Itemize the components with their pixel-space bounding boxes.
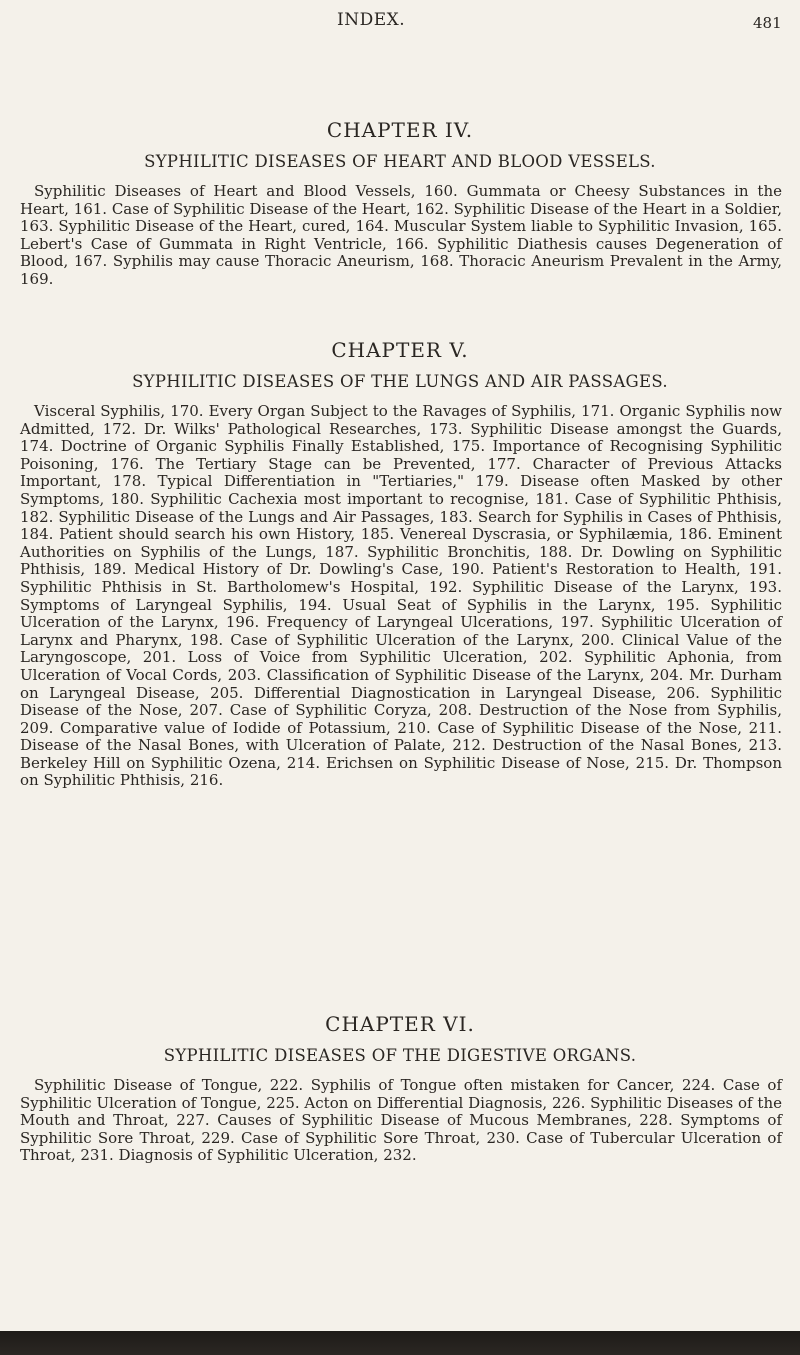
chapter-vi [0,1012,800,1165]
chapter-subtitle: SYPHILITIC DISEASES OF THE DIGESTIVE ORGANS. [163,1046,637,1065]
chapter-title: CHAPTER V. [331,338,469,362]
chapter-v [0,338,800,790]
chapter-iv [0,118,800,289]
chapter-index-entries: Syphilitic Diseases of Heart and Blood Vessels, 160. Gummata or Cheesy Substances in the Heart, 161. Case of Syphilitic Disease of the Heart, 162. Syphilitic Disease of the Heart in a Soldier, 163. Syphilitic Disease of the Heart, cured, 164. Muscular System liable to Syphilitic Invasion, 165. Lebert's Case of Gummata in Right Ventricle, 166. Syphilitic Diathesis causes Degeneration of Blood, 167. Syphilis may cause Thoracic Aneurism, 168. Thoracic Aneurism Prevalent in the Army, 169. [20,182,782,288]
chapter-title: CHAPTER IV. [326,118,474,142]
chapter-subtitle: SYPHILITIC DISEASES OF THE LUNGS AND AIR PASSAGES. [132,372,668,391]
running-head: INDEX. [337,10,406,30]
chapter-index-entries: Syphilitic Disease of Tongue, 222. Syphilis of Tongue often mistaken for Cancer, 224. Case of Syphilitic Ulceration of Tongue, 225. Acton on Differential Diagnosis, 226. Syphilitic Diseases of the Mouth and Throat, 227. Causes of Syphilitic Disease of Mucous Membranes, 228. Symptoms of Syphilitic Sore Throat, 229. Case of Syphilitic Sore Throat, 230. Case of Tubercular Ulceration of Throat, 231. Diagnosis of Syphilitic Ulceration, 232. [20,1076,782,1165]
page-header [0,8,800,40]
chapter-index-entries: Visceral Syphilis, 170. Every Organ Subject to the Ravages of Syphilis, 171. Organic Syphilis now Admitted, 172. Dr. Wilks' Pathological Researches, 173. Syphilitic Disease amongst the Guards, 174. Doctrine of Organic Syphilis Finally Established, 175. Importance of Recognising Syphilitic Poisoning, 176. The Tertiary Stage can be Prevented, 177. Character of Previous Attacks Important, 178. Typical Differentiation in "Tertiaries," 179. Disease often Masked by other Symptoms, 180. Syphilitic Cachexia most important to recognise, 181. Case of Syphilitic Phthisis, 182. Syphilitic Disease of the Lungs and Air Passages, 183. Search for Syphilis in Cases of Phthisis, 184. Patient should search his own History, 185. Venereal Dyscrasia, or Syphilæmia, 186. Eminent Authorities on Syphilis of the Lungs, 187. Syphilitic Bronchitis, 188. Dr. Dowling on Syphilitic Phthisis, 189. Medical History of Dr. Dowling's Case, 190. Patient's Restoration to Health, 191. Syphilitic Phthisis in St. Bartholomew's Hospital, 192. Syphilitic Disease of the Larynx, 193. Symptoms of Laryngeal Syphilis, 194. Usual Seat of Syphilis in the Larynx, 195. Syphilitic Ulceration of the Larynx, 196. Frequency of Laryngeal Ulcerations, 197. Syphilitic Ulceration of Larynx and Pharynx, 198. Case of Syphilitic Ulceration of the Larynx, 200. Clinical Value of the Laryngoscope, 201. Loss of Voice from Syphilitic Ulceration, 202. Syphilitic Aphonia, from Ulceration of Vocal Cords, 203. Classification of Syphilitic Disease of the Larynx, 204. Mr. Durham on Laryngeal Disease, 205. Differential Diagnostication in Laryngeal Disease, 206. Syphilitic Disease of the Nose, 207. Case of Syphilitic Coryza, 208. Destruction of the Nose from Syphilis, 209. Comparative value of Iodide of Potassium, 210. Case of Syphilitic Disease of the Nose, 211. Disease of the Nasal Bones, with Ulceration of Palate, 212. Destruction of the Nasal Bones, 213. Berkeley Hill on Syphilitic Ozena, 214. Erichsen on Syphilitic Disease of Nose, 215. Dr. Thompson on Syphilitic Phthisis, 216. [20,402,782,790]
page-number: 481 [753,14,782,32]
chapter-title: CHAPTER VI. [325,1012,475,1036]
chapter-subtitle: SYPHILITIC DISEASES OF HEART AND BLOOD VESSELS. [144,152,656,171]
page-bottom-edge [0,1331,800,1355]
